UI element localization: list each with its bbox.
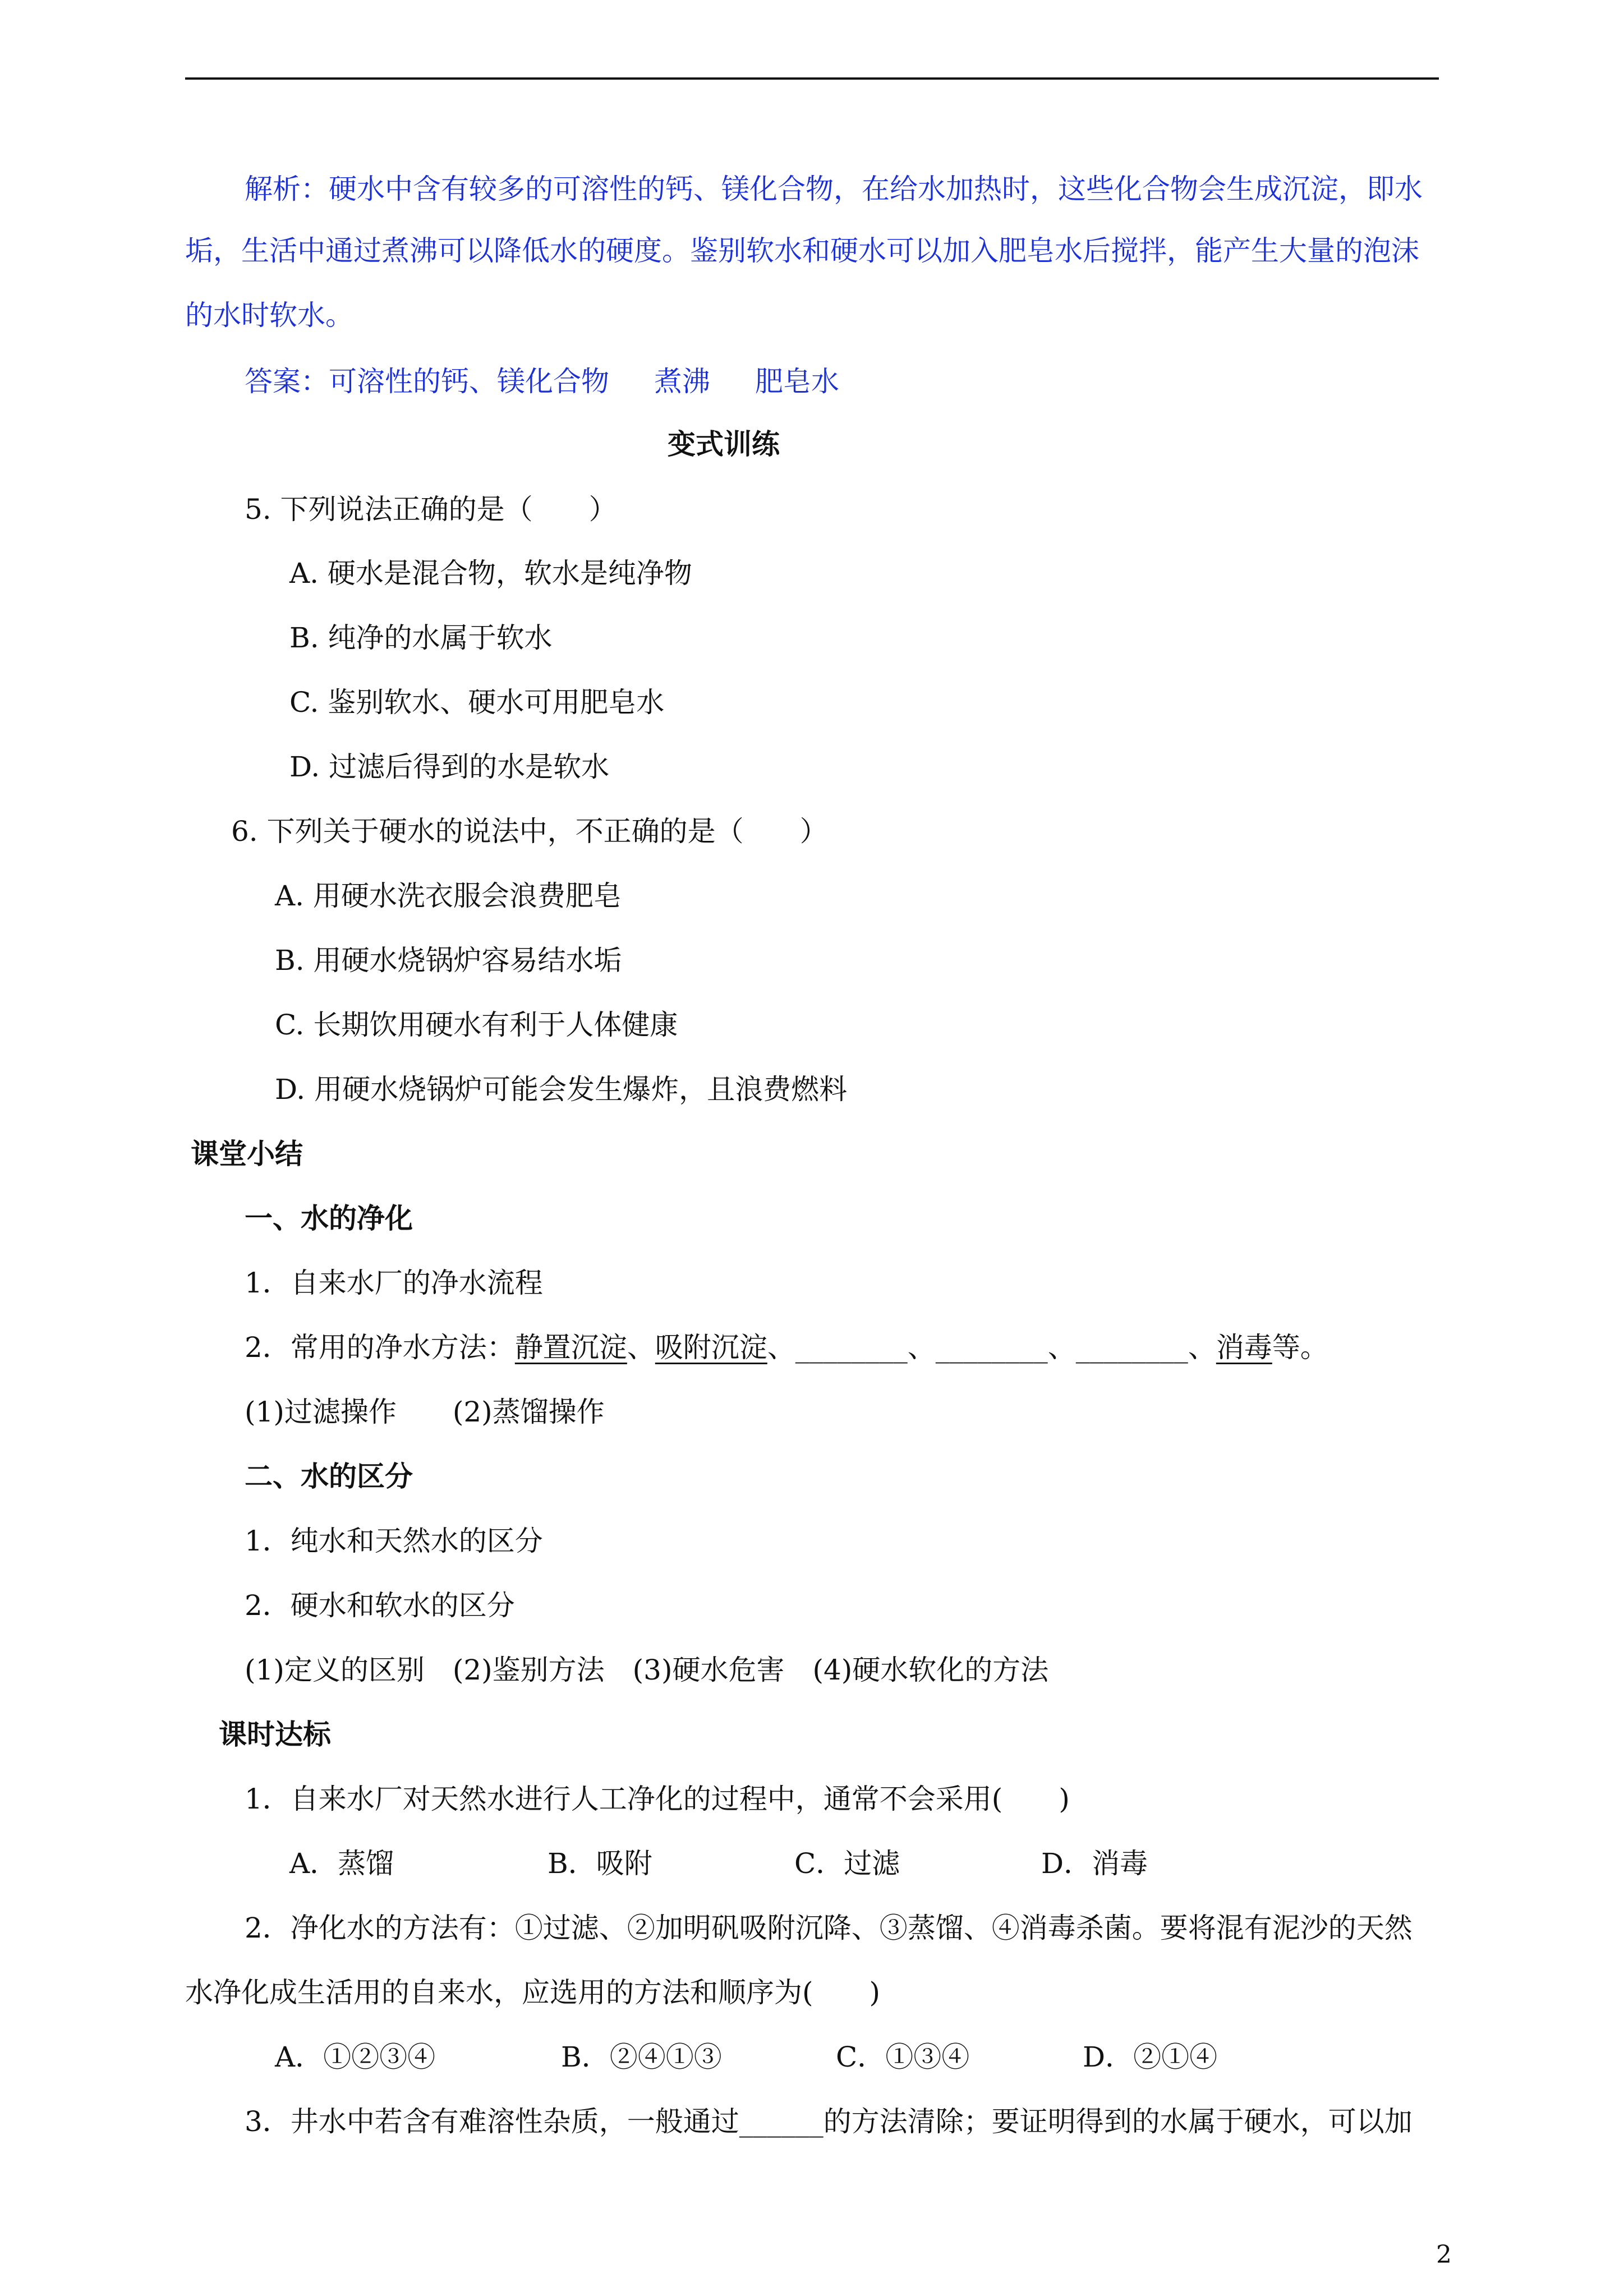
practice-q1-option-a: A．蒸馏 [289,1847,394,1880]
q5-option-c: C. 鉴别软水、硬水可用肥皂水 [289,686,665,719]
practice-title: 课时达标 [219,1718,331,1751]
practice-q1-option-d: D．消毒 [1041,1847,1148,1880]
answer-item-2: 煮沸 [654,365,710,398]
summary-title: 课堂小结 [191,1137,303,1170]
q5-option-a: A. 硬水是混合物，软水是纯净物 [289,557,692,590]
q5-option-b: B. 纯净的水属于软水 [289,622,553,654]
practice-q2-option-b: B．②④①③ [561,2041,722,2073]
answer-item-3: 肥皂水 [755,365,839,398]
q6-option-c: C. 长期饮用硬水有利于人体健康 [275,1009,678,1041]
page-number: 2 [1436,2240,1452,2269]
answer-item-1: 可溶性的钙、镁化合物 [329,365,609,398]
practice-q1-stem: 1．自来水厂对天然水进行人工净化的过程中，通常不会采用( ) [245,1783,1070,1815]
summary-s1-item-1: 1．自来水厂的净水流程 [245,1267,543,1299]
method-adsorption-settling: 吸附沉淀 [655,1331,767,1364]
analysis-line-3: 的水时软水。 [185,299,353,332]
variant-title: 变式训练 [668,427,780,461]
method-disinfection: 消毒 [1216,1331,1272,1364]
practice-q2-options [275,2039,1217,2075]
methods-separator: 、 [627,1331,655,1364]
practice-q1-option-b: B．吸附 [548,1847,652,1880]
practice-q2-stem-line-1: 2．净化水的方法有：①过滤、②加明矾吸附沉降、③蒸馏、④消毒杀菌。要将混有泥沙的天然 [245,1912,1413,1944]
practice-q3-stem-line-1: 3．井水中若含有难溶性杂质，一般通过______的方法清除；要证明得到的水属于硬水，可以加 [245,2105,1413,2138]
summary-s2-item-2: 2．硬水和软水的区分 [245,1589,515,1622]
analysis-line-2: 垢，生活中通过煮沸可以降低水的硬度。鉴别软水和硬水可以加入肥皂水后搅拌，能产生大量的泡沫 [185,234,1419,267]
summary-s1-operations: (1)过滤操作 (2)蒸馏操作 [245,1396,605,1428]
header-rule [185,77,1439,80]
methods-prefix: 2．常用的净水方法： [245,1331,515,1364]
summary-s1-item-2 [245,1329,1328,1365]
q6-option-d: D. 用硬水烧锅炉可能会发生爆炸，且浪费燃料 [275,1073,848,1106]
q5-option-d: D. 过滤后得到的水是软水 [289,751,610,783]
practice-q1-options [289,1846,1148,1881]
practice-q2-option-a: A．①②③④ [275,2041,436,2073]
practice-q2-option-d: D．②①④ [1083,2041,1218,2073]
summary-s2-item-1: 1．纯水和天然水的区分 [245,1525,543,1557]
q6-stem: 6. 下列关于硬水的说法中，不正确的是（ ） [231,815,828,848]
practice-q1-option-c: C．过滤 [794,1847,900,1880]
answer-label: 答案： [245,365,329,398]
methods-suffix: 等。 [1272,1331,1328,1364]
methods-blanks: 、________、________、________、 [767,1331,1216,1364]
summary-section-2-title: 二、水的区分 [245,1460,413,1493]
summary-s2-points: (1)定义的区别 (2)鉴别方法 (3)硬水危害 (4)硬水软化的方法 [245,1654,1049,1686]
method-static-settling: 静置沉淀 [514,1331,627,1364]
analysis-line-1: 解析：硬水中含有较多的可溶性的钙、镁化合物，在给水加热时，这些化合物会生成沉淀，即水 [245,173,1423,205]
q6-option-a: A. 用硬水洗衣服会浪费肥皂 [275,880,622,912]
summary-section-1-title: 一、水的净化 [245,1202,413,1235]
q6-option-b: B. 用硬水烧锅炉容易结水垢 [275,944,622,977]
answer-line [245,364,839,399]
practice-q2-option-c: C．①③④ [836,2041,970,2073]
practice-q2-stem-line-2: 水净化成生活用的自来水，应选用的方法和顺序为( ) [185,1976,881,2009]
q5-stem: 5. 下列说法正确的是（ ） [245,493,617,526]
